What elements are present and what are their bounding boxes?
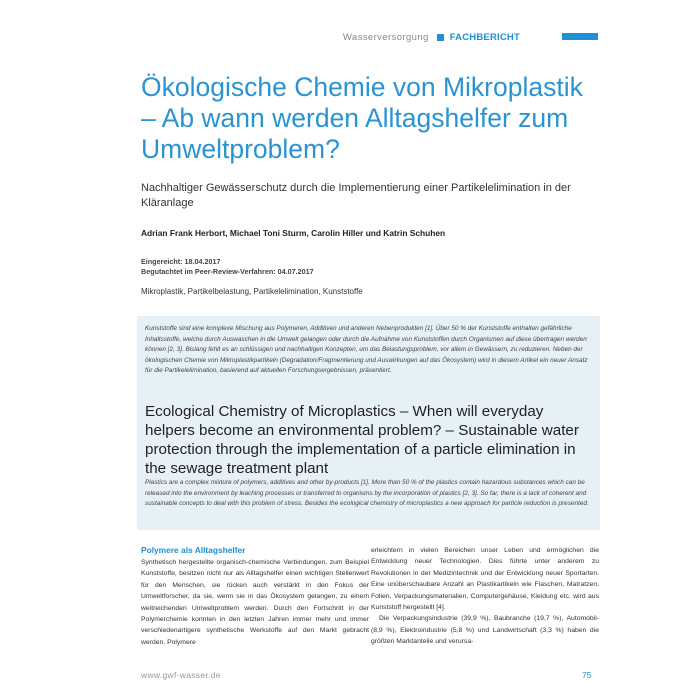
english-title: Ecological Chemistry of Microplastics – When will everyday helpers become an environmental problem? – Sustainable water protection through the implementation of a particle elimination in the sewage treatment plant: [145, 403, 579, 477]
running-header: [343, 32, 520, 43]
article-keywords: Mikroplastik, Partikelbelastung, Partikelelimination, Kunststoffe: [141, 287, 363, 296]
abstract-german: Kunststoffe sind eine komplexe Mischung aus Polymeren, Additiven und anderen Nebenprodukten [1]. Über 50 % der Kunststoffe enthalten gefährliche Inhaltsstoffe, welche durch Auswaschen in die Umwelt gelangen oder durch die Aufnahme von Kunststoffen durch Organismen auf diese übertragen werden können [2, 3]. Bislang fehlt es an schlüssigen und nachhaltigen Konzepten, um das Belastungsproblem, vor allem in Gewässern, zu reduzieren. Neben der ökologischen Chemie von Mikroplastikpartikeln (Degradation/Fragmentierung und Auswirkungen auf das Ökosystem) wird in diesem Artikel ein neuer Ansatz für die Partikelelimination, basierend auf aktuellen Forschungsergebnissen, präsentiert.: [145, 325, 588, 375]
body-column-left: [141, 545, 369, 648]
body-paragraph: erleichtern in vielen Bereichen unser Leben und ermöglichen die Entwicklung neuer Technologien. Dies führte unter anderem zu Revolutionen in der Medizintechnik und der Entwicklung neuer Sportarten. Eine unüberschaubare Anzahl an Plastikartikeln wie Flaschen, Matratzen, Folien, Verpackungsmaterialien, Computergehäuse, Kleidung etc. wird aus Kunststoff hergestellt [4].: [371, 547, 599, 612]
body-paragraph: Die Verpackungsindustrie (39,9 %), Baubranche (19,7 %), Automobil- (8,9 %), Elektroindustrie (5,8 %) und Landwirtschaft (3,3 %) haben die größten Marktanteile und verursa-: [371, 615, 599, 646]
article-subtitle: Nachhaltiger Gewässerschutz durch die Implementierung einer Partikelelimination in der Kläranlage: [141, 182, 571, 209]
article-title: Ökologische Chemie von Mikroplastik – Ab wann werden Alltagshelfer zum Umweltproblem?: [141, 72, 583, 164]
section-heading: Polymere als Alltagshelfer: [141, 545, 246, 555]
header-tag: FACHBERICHT: [449, 32, 520, 43]
article-authors: Adrian Frank Herbort, Michael Toni Sturm, Carolin Hiller und Katrin Schuhen: [141, 228, 446, 238]
reviewed-date: Begutachtet im Peer-Review-Verfahren: 04.07.2017: [141, 267, 314, 276]
review-dates: [141, 257, 314, 277]
body-column-right: [371, 545, 599, 648]
header-section: Wasserversorgung: [342, 32, 429, 43]
page-number: 75: [582, 670, 592, 680]
footer-url[interactable]: www.gwf-wasser.de: [141, 670, 221, 680]
body-paragraph: Synthetisch hergestellte organisch-chemische Verbindungen, zum Beispiel Kunststoffe, besitzen nicht nur als Alltagshelfer einen wichtigen Stellenwert für den Menschen, sie rücken auch verstärkt in den Fokus der Umweltforscher, da sie, wenn sie in das Ökosystem gelangen, zu einem weitreichenden Umweltproblem werden. Durch den Fortschritt in der Polymerchemie konnten in den letzten Jahren immer mehr und immer verschiedenartigere synthetische Werkstoffe auf den Markt gebracht werden. Polymere: [141, 559, 369, 646]
abstract-panel: [137, 316, 600, 530]
header-accent-bar: [562, 33, 598, 40]
header-square-icon: [437, 34, 444, 41]
abstract-english: Plastics are a complex mixture of polymers, additives and other by-products [1]. More than 50 % of the plastics contain hazardous substances which can be released into the environment by leaching processes or transferred to organisms by the incorporation of plastics [2, 3]. So far, there is a lack of coherent and sustainable concepts to deal with this problem of stress. Besides the ecological chemistry of microplastics a new approach for particle reduction is presented.: [145, 479, 589, 508]
received-date: Eingereicht: 18.04.2017: [141, 257, 221, 266]
